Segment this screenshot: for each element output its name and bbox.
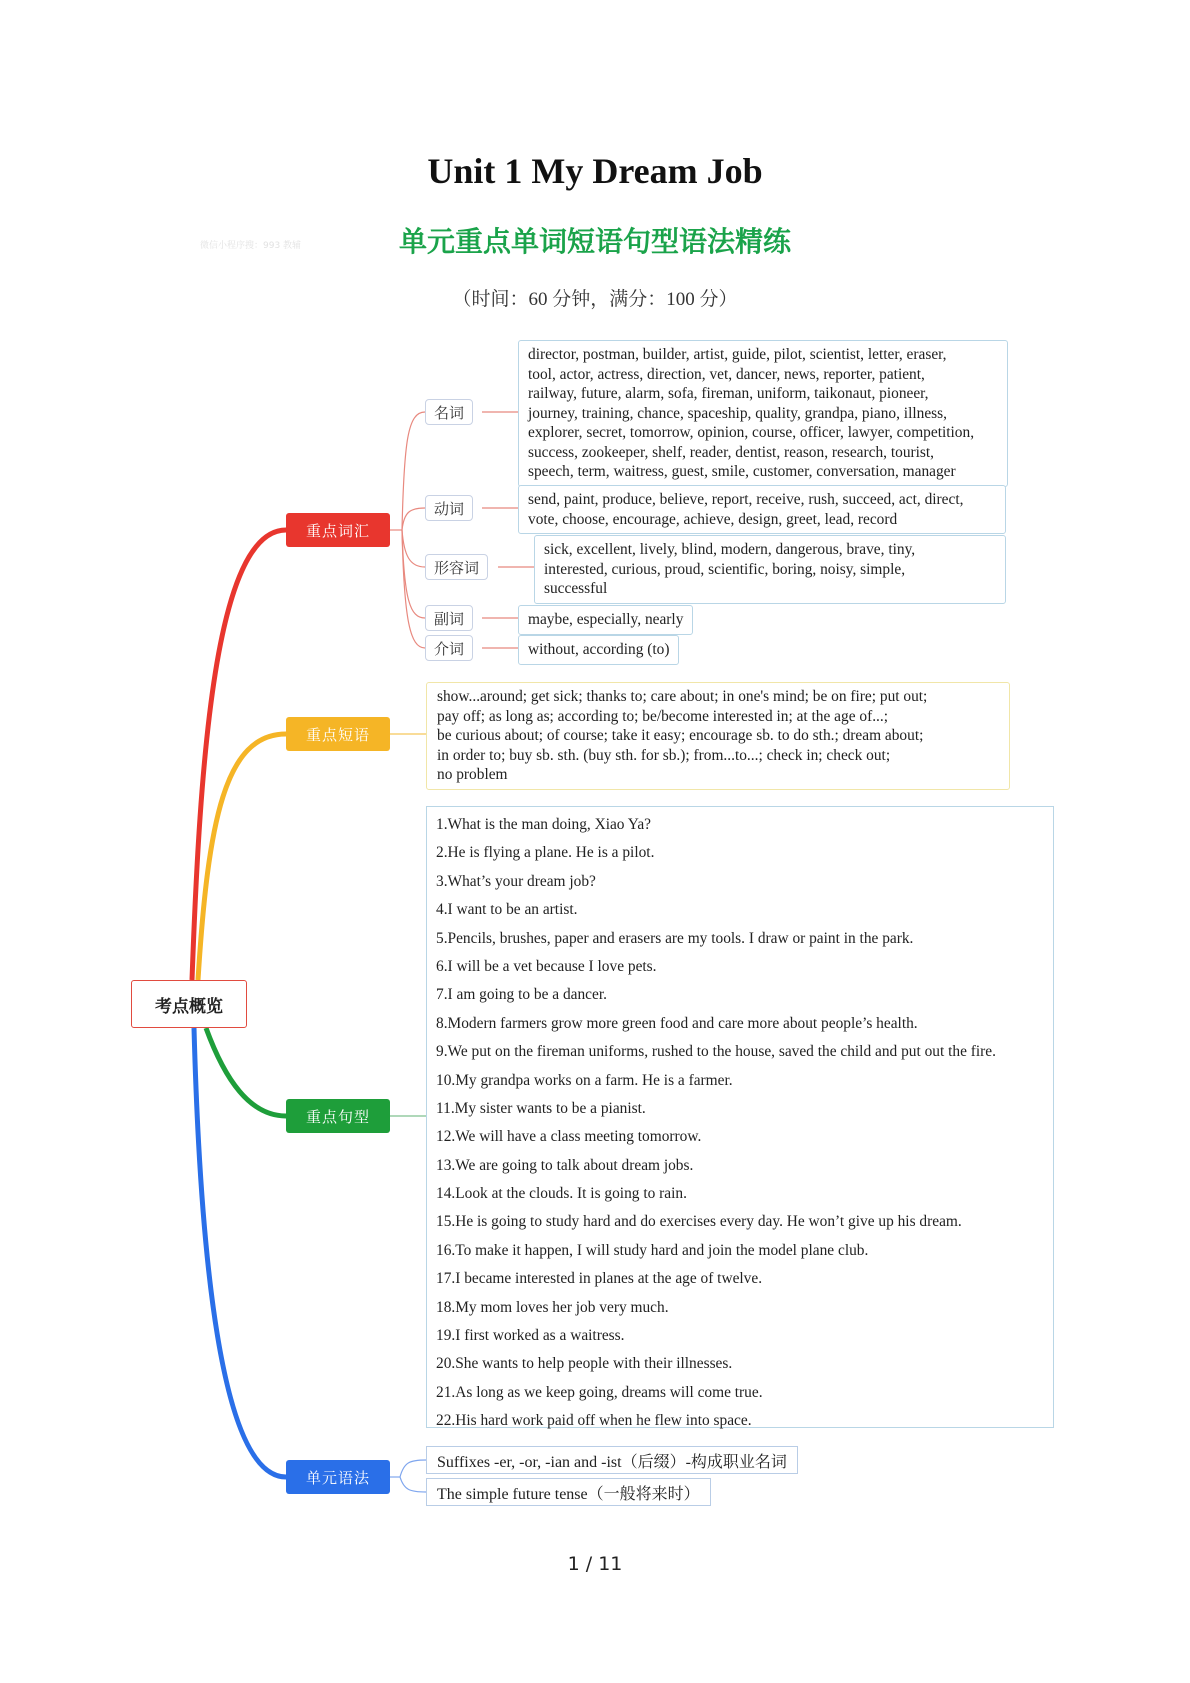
nouns-line: speech, term, waitress, guest, smile, customer, conversation, manager	[528, 463, 956, 480]
exam-time-info: （时间：60 分钟，满分：100 分）	[452, 289, 738, 310]
branch-vocab	[192, 530, 286, 980]
sentence-item: 10.My grandpa works on a farm. He is a farmer.	[436, 1071, 733, 1089]
phrases-line: no problem	[437, 766, 508, 783]
pos-node-verbs: 动词	[425, 495, 473, 521]
category-key-vocabulary: 重点词汇	[286, 513, 390, 547]
sentence-item: 7.I am going to be a dancer.	[436, 986, 607, 1004]
watermark-text: 微信小程序搜：993 教辅	[200, 241, 302, 251]
phrases-line: pay off; as long as; according to; be/become interested in; at the age of...;	[437, 707, 889, 725]
sentence-item: 2.He is flying a plane. He is a pilot.	[436, 844, 655, 862]
nouns-line: railway, future, alarm, sofa, fireman, uniform, taikonaut, pioneer,	[528, 385, 929, 402]
phrases-list	[426, 682, 1010, 790]
sentence-item: 5.Pencils, brushes, paper and erasers are my tools. I draw or paint in the park.	[436, 929, 914, 947]
branch-phrases	[198, 734, 286, 980]
category-unit-grammar: 单元语法	[286, 1460, 390, 1494]
pos-node-nouns: 名词	[425, 399, 473, 425]
sentence-item: 22.His hard work paid off when he flew into space.	[436, 1412, 752, 1430]
sentence-item: 20.She wants to help people with their illnesses.	[436, 1355, 733, 1373]
nouns-line: journey, training, chance, spaceship, quality, grandpa, piano, illness,	[528, 404, 947, 422]
nouns-word-list	[518, 340, 1008, 487]
sentence-item: 4.I want to be an artist.	[436, 901, 578, 919]
page-title: Unit 1 My Dream Job	[427, 151, 763, 191]
sentence-item: 16.To make it happen, I will study hard and join the model plane club.	[436, 1241, 869, 1259]
sentence-item: 19.I first worked as a waitress.	[436, 1327, 625, 1345]
sentence-item: 15.He is going to study hard and do exercises every day. He won’t give up his dream.	[436, 1213, 962, 1231]
sentence-item: 8.Modern farmers grow more green food and care more about people’s health.	[436, 1014, 918, 1032]
mindmap-root-node: 考点概览	[131, 980, 247, 1028]
sentence-item: 21.As long as we keep going, dreams will come true.	[436, 1383, 763, 1401]
adjectives-line: successful	[544, 580, 608, 597]
phrases-line: show...around; get sick; thanks to; care about; in one's mind; be on fire; put out;	[437, 688, 928, 705]
pos-node-adverbs: 副词	[425, 605, 473, 631]
sentence-item: 17.I became interested in planes at the age of twelve.	[436, 1270, 763, 1288]
nouns-line: tool, actor, actress, direction, vet, dancer, news, reporter, patient,	[528, 365, 925, 383]
sentence-item: 11.My sister wants to be a pianist.	[436, 1099, 646, 1117]
category-key-phrases: 重点短语	[286, 717, 390, 751]
verbs-word-list	[518, 485, 1006, 534]
verbs-line: send, paint, produce, believe, report, receive, rush, succeed, act, direct,	[528, 491, 964, 508]
sentence-item: 14.Look at the clouds. It is going to rain.	[436, 1185, 687, 1203]
grammar-item-simple-future: The simple future tense（一般将来时）	[426, 1478, 711, 1506]
phrases-line: in order to; buy sb. sth. (buy sth. for sb.); from...to...; check in; check out;	[437, 746, 891, 764]
sentence-item: 13.We are going to talk about dream jobs.	[436, 1156, 694, 1174]
prepositions-word-list: without, according (to)	[518, 635, 679, 665]
pos-node-adjectives: 形容词	[425, 554, 488, 580]
phrases-line: be curious about; of course; take it easy; encourage sb. to do sth.; dream about;	[437, 727, 924, 744]
nouns-line: success, zookeeper, shelf, reader, dentist, reason, research, tourist,	[528, 443, 935, 461]
adjectives-line: interested, curious, proud, scientific, boring, noisy, simple,	[544, 560, 906, 578]
sentence-item: 3.What’s your dream job?	[436, 872, 596, 890]
adverbs-word-list: maybe, especially, nearly	[518, 605, 693, 635]
sentences-list	[426, 806, 1054, 1428]
sentence-item: 6.I will be a vet because I love pets.	[436, 957, 657, 975]
nouns-line: director, postman, builder, artist, guide, pilot, scientist, letter, eraser,	[528, 346, 947, 363]
sentence-item: 1.What is the man doing, Xiao Ya?	[436, 816, 652, 833]
sentence-item: 9.We put on the fireman uniforms, rushed to the house, saved the child and put out the fire.	[436, 1043, 996, 1061]
category-key-sentences: 重点句型	[286, 1099, 390, 1133]
branch-sentences	[206, 1028, 286, 1116]
vocab-sub-connectors	[390, 412, 425, 648]
page-subtitle: 单元重点单词短语句型语法精练	[398, 225, 791, 258]
pos-node-prepositions: 介词	[425, 635, 473, 661]
sentence-item: 18.My mom loves her job very much.	[436, 1298, 669, 1316]
adjectives-word-list	[534, 535, 1006, 604]
grammar-connectors	[390, 1460, 426, 1492]
adjectives-line: sick, excellent, lively, blind, modern, dangerous, brave, tiny,	[544, 541, 916, 558]
nouns-line: explorer, secret, tomorrow, opinion, course, officer, lawyer, competition,	[528, 424, 975, 441]
page-number: 1 / 11	[567, 1553, 623, 1575]
grammar-item-suffixes: Suffixes -er, -or, -ian and -ist（后缀）-构成职业名词	[426, 1446, 798, 1474]
verbs-line: vote, choose, encourage, achieve, design, greet, lead, record	[528, 510, 898, 528]
sentence-item: 12.We will have a class meeting tomorrow.	[436, 1128, 702, 1146]
